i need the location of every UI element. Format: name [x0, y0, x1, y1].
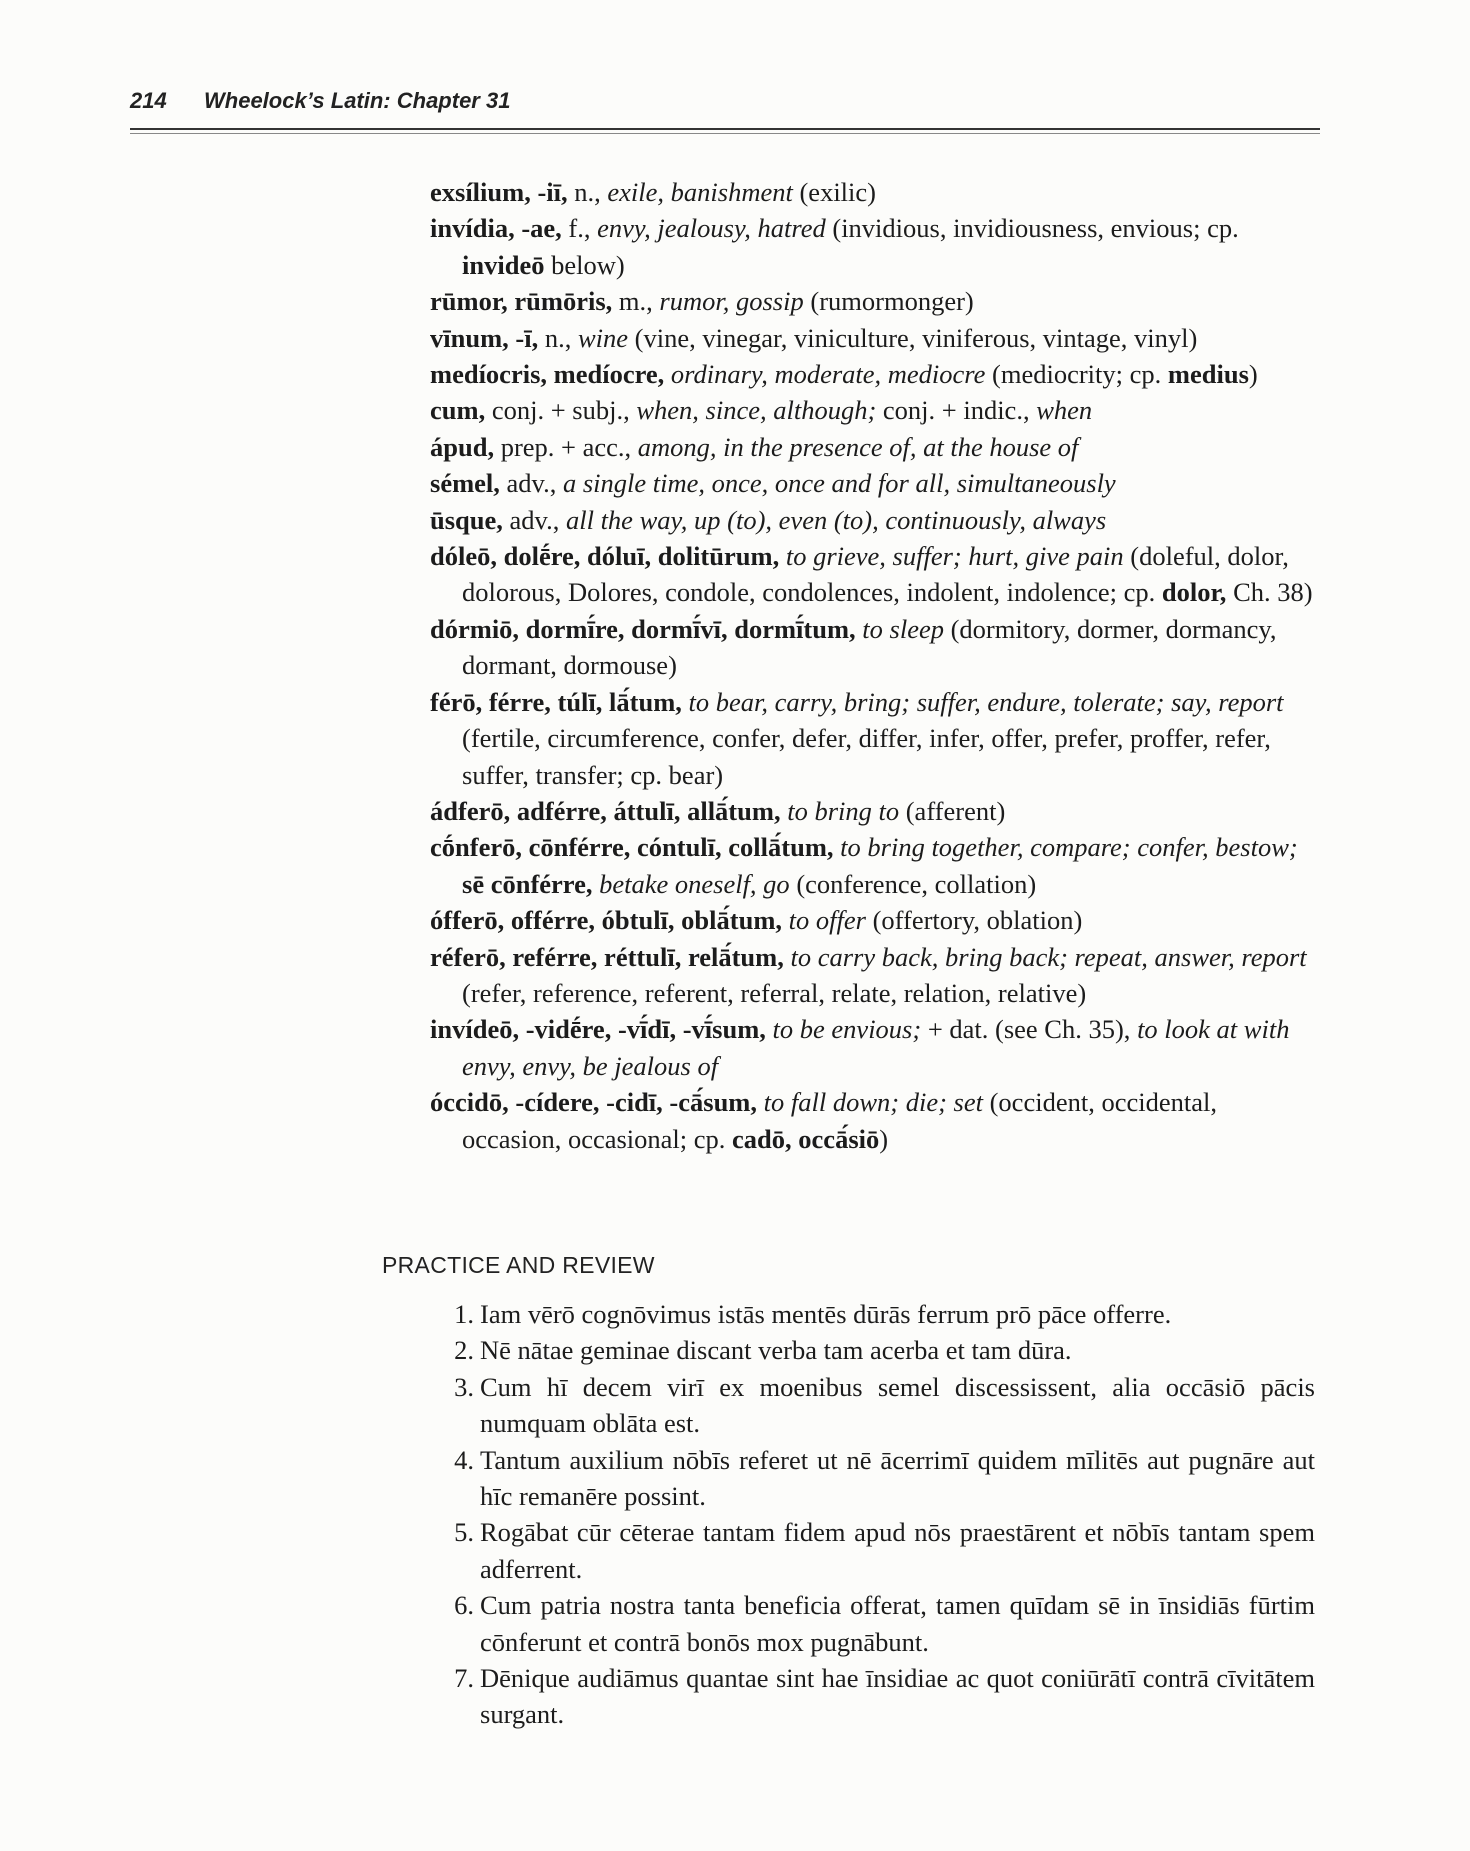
practice-sentence: Rogābat cūr cēterae tantam fidem apud nōs praestārent et nōbīs tantam spem adferrent.	[480, 1517, 1315, 1584]
vocab-meaning: exile, banishment	[607, 177, 793, 207]
practice-number: 5.	[454, 1517, 474, 1548]
vocab-text: conj. + subj.,	[485, 395, 637, 426]
vocab-meaning: to fall down; die; set	[763, 1087, 983, 1118]
practice-item	[440, 1442, 1315, 1515]
header-rule	[130, 128, 1320, 130]
vocab-entry	[430, 320, 1315, 356]
practice-sentence: Iam vērō cognōvimus istās mentēs dūrās ferrum prō pāce offerre.	[480, 1299, 1172, 1329]
vocab-headword: férō, férre, túlī, lā́tum,	[430, 686, 682, 717]
vocab-meaning: all the way, up (to), even (to), continuously, always	[565, 504, 1107, 535]
vocab-meaning: betake oneself, go	[599, 868, 790, 899]
practice-item	[440, 1332, 1315, 1368]
practice-item	[440, 1296, 1315, 1332]
vocab-text: (conference, collation)	[789, 868, 1037, 899]
practice-number: 1.	[454, 1299, 474, 1329]
vocab-crossref: dolor,	[1161, 577, 1227, 608]
practice-sentence: Nē nātae geminae discant verba tam acerba et tam dūra.	[480, 1335, 1072, 1366]
vocab-meaning: wine	[577, 322, 629, 353]
page-number: 214	[130, 88, 167, 113]
vocab-text: )	[879, 1123, 889, 1154]
practice-item	[440, 1514, 1315, 1587]
vocab-headword: sémel,	[430, 468, 500, 499]
vocab-meaning: to bring to	[787, 795, 900, 826]
practice-number: 3.	[454, 1371, 474, 1402]
vocab-headword: rūmor, rūmōris,	[430, 286, 613, 317]
vocab-meaning: to be envious;	[772, 1014, 922, 1045]
vocab-headword: invídeō, -vidḗre, -vī́dī, -vī́sum,	[430, 1014, 766, 1045]
vocab-text	[766, 1014, 773, 1044]
vocab-headword: ápud,	[430, 431, 495, 462]
vocab-entry	[430, 684, 1315, 793]
vocab-meaning: to sleep	[862, 613, 944, 644]
vocab-text: n.,	[567, 177, 608, 207]
vocab-entry	[430, 210, 1315, 283]
vocab-text: m.,	[612, 286, 660, 317]
vocab-headword: exsílium, -iī,	[430, 177, 568, 207]
vocab-text	[682, 687, 689, 717]
vocab-headword: invídia, -ae,	[430, 213, 562, 244]
vocab-meaning: to carry back, bring back; repeat, answer, report	[790, 941, 1307, 972]
vocab-text	[757, 1087, 764, 1117]
vocab-meaning: to offer	[788, 905, 866, 936]
vocab-entry	[430, 1084, 1315, 1157]
vocab-headword: ádferō, adférre, áttulī, allā́tum,	[430, 795, 781, 826]
vocab-entry	[430, 793, 1315, 829]
practice-sentence: Cum hī decem virī ex moenibus semel discessissent, alia occāsiō pācis numquam oblāta est.	[480, 1371, 1315, 1439]
vocab-meaning: when	[1036, 395, 1093, 426]
vocab-text: prep. + acc.,	[494, 431, 638, 462]
practice-number: 7.	[454, 1663, 474, 1694]
vocab-headword: cṓnferō, cōnférre, cóntulī, collā́tum,	[430, 832, 834, 863]
vocab-text	[664, 359, 671, 389]
vocabulary-list	[430, 174, 1315, 1157]
practice-sentence: Dēnique audiāmus quantae sint hae īnsidiae ac quot coniūrātī contrā cīvitātem surgant.	[480, 1663, 1315, 1730]
vocab-entry	[430, 1011, 1315, 1084]
vocab-text	[779, 541, 786, 571]
vocab-entry	[430, 902, 1315, 938]
vocab-meaning: when, since, although;	[636, 395, 877, 426]
vocab-text: (occident, occidental, occasion, occasional; cp.	[462, 1087, 1217, 1154]
vocab-entry	[430, 392, 1315, 428]
vocab-meaning: rumor, gossip	[659, 286, 804, 317]
vocab-crossref: invideō	[462, 249, 545, 280]
vocab-meaning: among, in the presence of, at the house of	[637, 431, 1079, 462]
vocab-entry	[430, 174, 1315, 210]
running-header	[130, 88, 1320, 114]
vocab-meaning: to look at with envy, envy, be jealous of	[462, 1014, 1290, 1081]
practice-sentence: Cum patria nostra tanta beneficia offerat, tamen quīdam sē in īnsidiās fūrtim cōnferunt et contrā bonōs mox pugnābunt.	[480, 1590, 1315, 1657]
vocab-text: conj. + indic.,	[876, 395, 1037, 426]
practice-list	[440, 1296, 1315, 1733]
practice-item	[440, 1660, 1315, 1733]
vocab-text: (invidious, invidiousness, envious; cp.	[825, 213, 1239, 244]
practice-number: 2.	[454, 1335, 474, 1366]
vocab-meaning: a single time, once, once and for all, simultaneously	[562, 468, 1116, 499]
vocab-text: (afferent)	[899, 795, 1006, 826]
vocab-meaning: ordinary, moderate, mediocre	[670, 359, 986, 390]
vocab-entry	[430, 939, 1315, 1012]
vocab-text: f.,	[561, 213, 598, 244]
vocab-headword: ófferō, offérre, óbtulī, oblā́tum,	[430, 905, 783, 936]
vocab-meaning: to bear, carry, bring; suffer, endure, tolerate; say, report	[688, 686, 1284, 717]
vocab-crossref: cadō, occā́siō	[732, 1123, 880, 1154]
vocab-entry	[430, 429, 1315, 465]
vocab-text	[784, 942, 791, 972]
vocab-meaning: envy, jealousy, hatred	[597, 213, 826, 244]
vocab-text: )	[1248, 359, 1258, 390]
vocab-text: (exilic)	[792, 177, 876, 207]
vocab-text: below)	[544, 249, 625, 280]
vocab-meaning: to grieve, suffer; hurt, give pain	[785, 541, 1124, 572]
practice-number: 6.	[454, 1590, 474, 1621]
vocab-text: + dat. (see Ch. 35),	[921, 1014, 1138, 1045]
vocab-entry	[430, 538, 1315, 611]
section-heading: PRACTICE AND REVIEW	[382, 1252, 655, 1278]
vocab-headword: medíocris, medíocre,	[430, 359, 665, 390]
practice-item	[440, 1369, 1315, 1442]
vocab-text	[782, 905, 789, 935]
vocab-crossref: sē cōnférre,	[462, 868, 593, 899]
vocab-headword: réferō, reférre, réttulī, relā́tum,	[430, 941, 784, 972]
vocab-headword: dórmiō, dormī́re, dormī́vī, dormī́tum,	[430, 613, 856, 644]
vocab-text: (rumormonger)	[803, 286, 974, 317]
vocab-entry	[430, 465, 1315, 501]
vocab-entry	[430, 283, 1315, 319]
practice-item	[440, 1587, 1315, 1660]
vocab-headword: cum,	[430, 395, 486, 426]
vocab-entry	[430, 611, 1315, 684]
vocab-text: adv.,	[499, 468, 563, 499]
vocab-text: (dormitory, dormer, dormancy, dormant, dormouse)	[462, 613, 1277, 681]
vocab-crossref: medius	[1167, 359, 1249, 390]
vocab-headword: ūsque,	[430, 504, 503, 535]
vocab-text: (doleful, dolor, dolorous, Dolores, condole, condolences, indolent, indolence; cp.	[462, 541, 1289, 608]
vocab-text: Ch. 38)	[1226, 577, 1313, 608]
running-title: Wheelock’s Latin: Chapter 31	[204, 88, 511, 113]
vocab-headword: dóleō, dolḗre, dóluī, dolitūrum,	[430, 541, 780, 572]
vocab-text: (offertory, oblation)	[865, 905, 1083, 936]
vocab-text: (refer, reference, referent, referral, relate, relation, relative)	[462, 977, 1087, 1008]
vocab-headword: vīnum, -ī,	[430, 322, 539, 353]
vocab-text: (fertile, circumference, confer, defer, differ, infer, offer, prefer, proffer, refer, suffer, transfer; cp. bear)	[462, 723, 1271, 790]
vocab-entry	[430, 829, 1315, 902]
vocab-text: n.,	[538, 322, 578, 353]
vocab-headword: óccidō, -cídere, -cidī, -cā́sum,	[430, 1087, 758, 1118]
practice-sentence: Tantum auxilium nōbīs referet ut nē ācerrimī quidem mīlitēs aut pugnāre aut hīc remanēre possint.	[480, 1444, 1315, 1512]
vocab-entry	[430, 356, 1315, 392]
vocab-text: (vine, vinegar, viniculture, viniferous, vintage, vinyl)	[628, 322, 1198, 353]
vocab-entry	[430, 502, 1315, 538]
vocab-meaning: to bring together, compare; confer, bestow;	[840, 832, 1298, 863]
practice-number: 4.	[454, 1444, 474, 1475]
vocab-text: (mediocrity; cp.	[985, 359, 1168, 390]
vocab-text: adv.,	[502, 504, 566, 535]
header-rule-thin	[130, 133, 1320, 134]
